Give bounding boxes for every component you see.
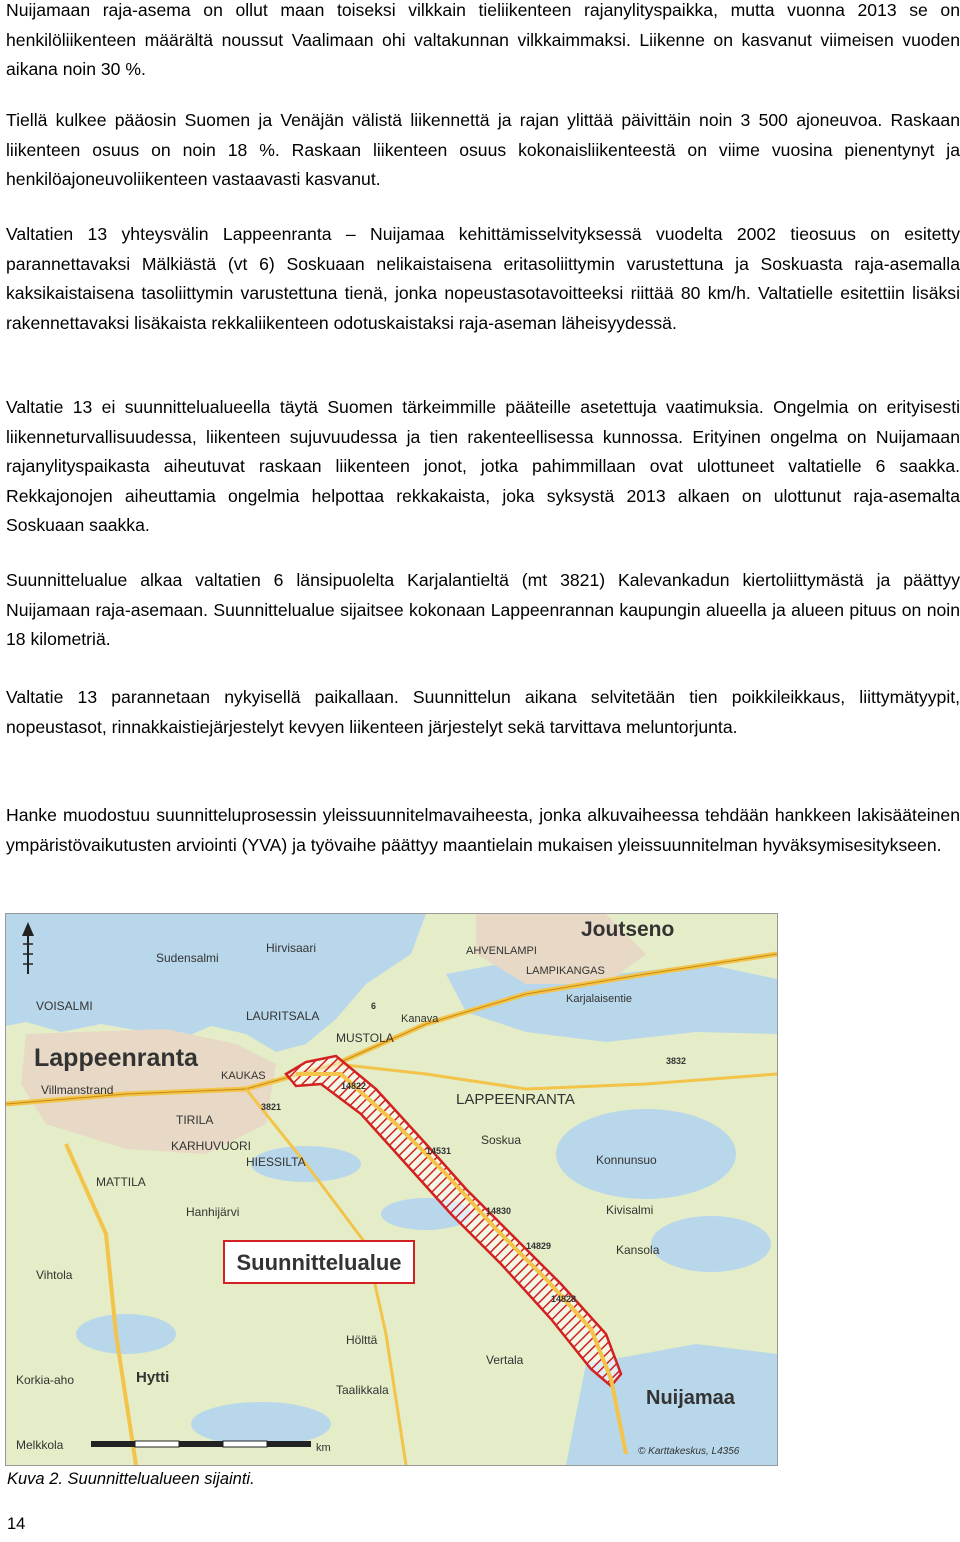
place-konnunsuo: Konnunsuo: [596, 1153, 657, 1167]
place-vertala: Vertala: [486, 1353, 524, 1367]
paragraph-problems: Valtatie 13 ei suunnittelualueella täytä Suomen tärkeimmille pääteille asetettuja vaatimuksia. Ongelmia on erityisesti liikenneturvallisuudessa, liikenteen sujuvuudessa ja tien rakenteellisessa kunnossa. Erityinen ongelma on Nuijamaan rajanylityspaikasta aiheutuvat raskaan liikenteen jonot, jotka pahimmillaan ovat ulottuneet valtatielle 6 saakka. Rekkajonojen aiheuttamia ongelmia helpottaa rekkakaista, joka syksystä 2013 alkaen on ulottunut raja-asemalta Soskuaan saakka.: [6, 397, 960, 535]
place-kaukas: KAUKAS: [221, 1070, 266, 1082]
road-number-label: 14829: [526, 1241, 552, 1251]
road-number-label: 14822: [341, 1081, 367, 1091]
page-number: 14: [7, 1515, 26, 1533]
paragraph-project-phases: Hanke muodostuu suunnitteluprosessin yleissuunnitelmavaiheesta, jonka alkuvaiheessa tehdään hankkeen lakisääteinen ympäristövaikutusten arviointi (YVA) ja työvaihe päättyy maantielain mukaisen yleissuunnitelman hyväksymisesitykseen.: [6, 805, 960, 855]
place-mustola: MUSTOLA: [336, 1031, 394, 1045]
town-label-lappeenranta: Lappeenranta: [34, 1044, 198, 1072]
road-number-label: 3821: [261, 1102, 282, 1112]
location-map: [5, 913, 778, 1466]
place-hanhijarvi: Hanhijärvi: [186, 1205, 240, 1219]
place-kivisalmi: Kivisalmi: [606, 1203, 654, 1217]
place-karhuvuori: KARHUVUORI: [171, 1139, 252, 1153]
place-mattila: MATTILA: [96, 1175, 146, 1189]
scale-bar: [91, 1441, 311, 1447]
paragraph-development-study: Valtatien 13 yhteysvälin Lappeenranta – Nuijamaa kehittämisselvityksessä vuodelta 2002 tieosuus on esitetty parannettavaksi Mälkiästä (vt 6) Soskuaan nelikaistaisena eritasoliittymin varustettuna ja Soskuasta raja-asemalla kaksikaistaisena tasoliittymin varustettuna tienä, jonka nopeustasotavoitteeksi riittää 80 km/h. Valtatielle esitettiin lisäksi rakennettavaksi lisäkaista rekkaliikenteen odotuskaistaksi raja-aseman läheisyydessä.: [6, 224, 960, 333]
place-karjalaisentie: Karjalaisentie: [566, 993, 633, 1005]
lake-small-3: [76, 1314, 176, 1354]
paragraph-improvements: Valtatie 13 parannetaan nykyisellä paikallaan. Suunnittelun aikana selvitetään tien poikkileikkaus, liittymätyypit, nopeustasot, rinnakkaistiejärjestelyt kevyen liikenteen järjestelyt sekä tarvittava meluntorjunta.: [6, 687, 960, 737]
place-sudensalmi: Sudensalmi: [156, 951, 219, 965]
place-soskua: Soskua: [481, 1133, 522, 1147]
lake-small-4: [191, 1402, 331, 1446]
place-voisalmi: VOISALMI: [36, 999, 93, 1013]
road-number-label: 14830: [486, 1206, 512, 1216]
place-lampikangas: LAMPIKANGAS: [526, 965, 605, 977]
place-korkia-aho: Korkia-aho: [16, 1373, 75, 1387]
road-number-label: 3832: [666, 1056, 687, 1066]
town-label-joutseno: Joutseno: [581, 918, 675, 941]
place-ahvenlampi: AHVENLAMPI: [466, 945, 537, 957]
paragraph-traffic-volume: Nuijamaan raja-asema on ollut maan toiseksi vilkkain tieliikenteen rajanylityspaikka, mutta vuonna 2013 se on henkilöliikenteen määrältä noussut Vaalimaan ohi valtakunnan vilkkaimmaksi. Liikenne on kasvanut viimeisen vuoden aikana noin 30 %.: [6, 0, 960, 79]
place-kansola: Kansola: [616, 1243, 660, 1257]
place-melkkola: Melkkola: [16, 1438, 64, 1452]
scale-unit-label: km: [316, 1442, 331, 1454]
place-holtta: Hölttä: [346, 1333, 378, 1347]
paragraph-planning-area: Suunnittelualue alkaa valtatien 6 länsipuolelta Karjalantieltä (mt 3821) Kalevankadun kiertoliittymästä ja päättyy Nuijamaan raja-asemaan. Suunnittelualue sijaitsee kokonaan Lappeenrannan kaupungin alueella ja alueen pituus on noin 18 kilometriä.: [6, 570, 960, 649]
place-kanava: Kanava: [401, 1013, 439, 1025]
place-lauritsala: LAURITSALA: [246, 1009, 320, 1023]
place-hytti: Hytti: [136, 1369, 170, 1386]
figure-caption: Kuva 2. Suunnittelualueen sijainti.: [7, 1470, 255, 1488]
planning-area-label: Suunnittelualue: [236, 1250, 402, 1275]
region-label-lappeenranta: LAPPEENRANTA: [456, 1091, 575, 1108]
lake-southeast: [651, 1216, 771, 1272]
paragraph-vehicle-mix: Tiellä kulkee pääosin Suomen ja Venäjän välistä liikennettä ja rajan ylittää päivittäin noin 3 500 ajoneuvoa. Raskaan liikenteen osuus on noin 18 %. Raskaan liikenteen osuus kokonaisliikenteestä on viime vuosina pienentynyt ja henkilöajoneuvoliikenteen vastaavasti kasvanut.: [6, 110, 960, 189]
place-taalikkala: Taalikkala: [336, 1383, 389, 1397]
road-number-label: 14531: [426, 1146, 452, 1156]
road-number-label: 14828: [551, 1294, 577, 1304]
map-copyright: © Karttakeskus, L4356: [638, 1446, 740, 1457]
place-villmanstrand: Villmanstrand: [41, 1083, 114, 1097]
place-tirila: TIRILA: [176, 1113, 214, 1127]
road-number-label: 6: [371, 1001, 377, 1011]
place-vihtola: Vihtola: [36, 1268, 73, 1282]
town-label-nuijamaa: Nuijamaa: [646, 1387, 735, 1409]
place-hiessilta: HIESSILTA: [246, 1155, 306, 1169]
place-hirvisaari: Hirvisaari: [266, 941, 317, 955]
